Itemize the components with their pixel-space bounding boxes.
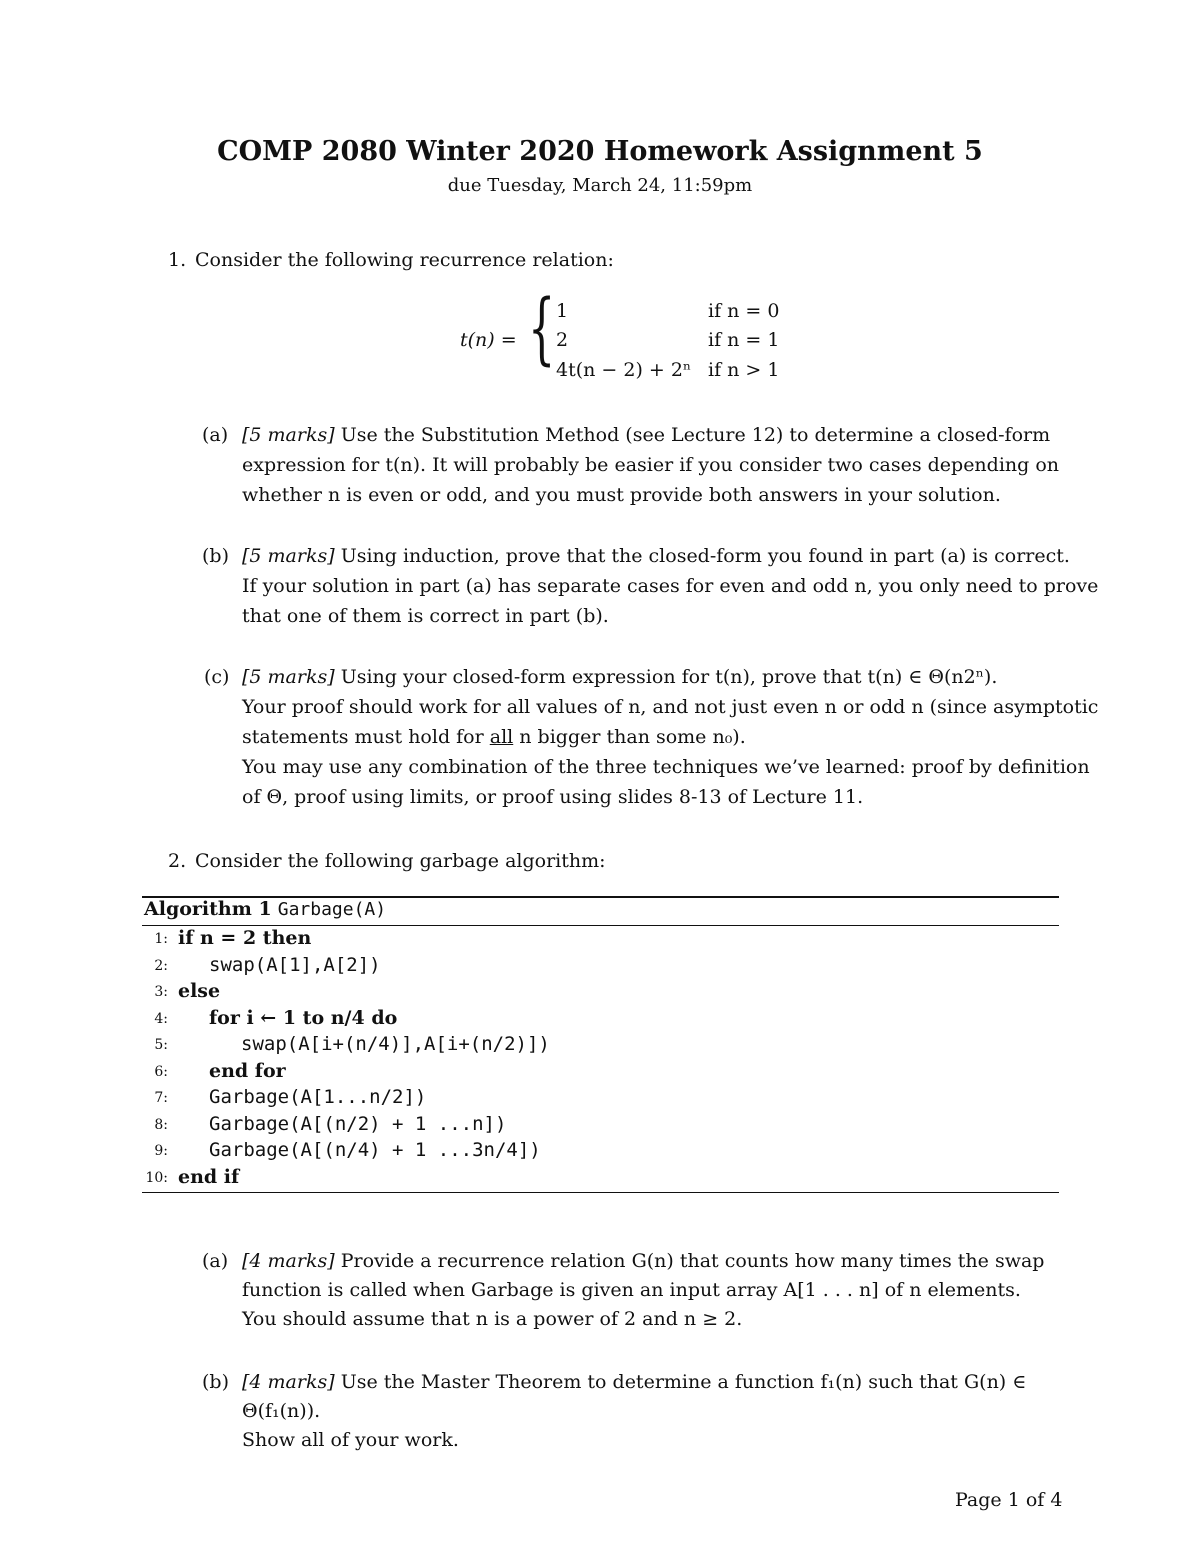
line-number: 6: <box>154 1064 168 1080</box>
marks-badge: [5 marks] <box>242 545 335 567</box>
page-title: COMP 2080 Winter 2020 Homework Assignment 5 <box>217 136 983 167</box>
marks-badge: [4 marks] <box>242 1250 335 1272</box>
q2-intro: Consider the following garbage algorithm: <box>195 850 606 872</box>
line-number: 7: <box>154 1090 168 1106</box>
case-expr: 1 <box>556 300 569 322</box>
q1b-line1 <box>242 541 1070 571</box>
code-line: Garbage(A[(n/2) + 1 ...n]) <box>209 1113 507 1135</box>
algorithm-name: Garbage(A) <box>277 899 387 920</box>
q2a-label: (a) <box>202 1250 229 1272</box>
q1a-label: (a) <box>202 424 229 446</box>
q2b-line3: Show all of your work. <box>242 1429 459 1451</box>
code-line: for i ← 1 to n/4 do <box>209 1007 398 1029</box>
q2b-line2: Θ(f₁(n)). <box>242 1400 321 1422</box>
q2b-label: (b) <box>202 1371 229 1393</box>
code-line: end for <box>209 1060 286 1082</box>
code-line: Garbage(A[1...n/2]) <box>209 1086 427 1108</box>
q1b-text: Using induction, prove that the closed-form you found in part (a) is correct. <box>340 545 1070 567</box>
line-number: 5: <box>154 1037 168 1053</box>
q1b-label: (b) <box>202 545 229 567</box>
code-line: swap(A[1],A[2]) <box>209 954 381 976</box>
q2a-line1 <box>242 1246 1044 1276</box>
algorithm-title <box>144 898 386 920</box>
line-number: 8: <box>154 1117 168 1133</box>
q1-intro: Consider the following recurrence relation: <box>195 249 614 271</box>
emphasis-all: all <box>489 726 514 748</box>
algorithm-label: Algorithm 1 <box>144 898 272 920</box>
q1c-line3 <box>242 722 746 752</box>
code-line: swap(A[i+(n/4)],A[i+(n/2)]) <box>241 1033 550 1055</box>
bottom-rule <box>142 1192 1059 1193</box>
q1-number: 1. <box>168 249 187 271</box>
q1c-text: statements must hold for <box>242 726 484 748</box>
q2-number: 2. <box>168 850 187 872</box>
marks-badge: [5 marks] <box>242 666 335 688</box>
line-number: 3: <box>154 984 168 1000</box>
case-expr: 2 <box>556 329 569 351</box>
line-number: 9: <box>154 1143 168 1159</box>
case-cond: if n = 1 <box>708 329 780 351</box>
q1a-line1 <box>242 420 1050 450</box>
case-cond: if n = 0 <box>708 300 780 322</box>
q2b-text: Use the Master Theorem to determine a function f₁(n) such that G(n) ∈ <box>340 1371 1027 1393</box>
code-line: if n = 2 then <box>178 927 312 949</box>
q1b-line2: If your solution in part (a) has separate cases for even and odd n, you only need to prove <box>242 575 1099 597</box>
q2a-line3: You should assume that n is a power of 2 and n ≥ 2. <box>242 1308 743 1330</box>
code-line: end if <box>178 1166 240 1188</box>
line-number: 1: <box>154 931 168 947</box>
left-brace-icon: { <box>528 284 556 374</box>
line-number: 4: <box>154 1011 168 1027</box>
q1c-label: (c) <box>204 666 230 688</box>
code-line: Garbage(A[(n/4) + 1 ...3n/4]) <box>209 1139 541 1161</box>
q1b-line3: that one of them is correct in part (b). <box>242 605 609 627</box>
q1c-text: Using your closed-form expression for t(n), prove that t(n) ∈ Θ(n2ⁿ). <box>340 666 998 688</box>
line-number: 10: <box>145 1170 168 1186</box>
marks-badge: [5 marks] <box>242 424 335 446</box>
code-line: else <box>178 980 221 1002</box>
q1c-line5: of Θ, proof using limits, or proof using slides 8-13 of Lecture 11. <box>242 786 864 808</box>
q1a-line3: whether n is even or odd, and you must provide both answers in your solution. <box>242 484 1001 506</box>
due-date: due Tuesday, March 24, 11:59pm <box>447 175 753 196</box>
recurrence-lhs: t(n) = <box>460 329 517 351</box>
marks-badge: [4 marks] <box>242 1371 335 1393</box>
case-expr: 4t(n − 2) + 2ⁿ <box>556 359 692 381</box>
q1a-line2: expression for t(n). It will probably be easier if you consider two cases depending on <box>242 454 1060 476</box>
q2a-text: Provide a recurrence relation G(n) that counts how many times the swap <box>340 1250 1045 1272</box>
q1c-line4: You may use any combination of the three techniques we’ve learned: proof by definition <box>242 756 1090 778</box>
q1a-text: Use the Substitution Method (see Lecture 12) to determine a closed-form <box>340 424 1051 446</box>
q1c-line2: Your proof should work for all values of n, and not just even n or odd n (since asymptotic <box>242 696 1099 718</box>
page-number: Page 1 of 4 <box>955 1489 1063 1511</box>
case-cond: if n > 1 <box>708 359 780 381</box>
q1c-line1 <box>242 662 997 692</box>
q1c-text: n bigger than some n₀). <box>519 726 746 748</box>
q2b-line1 <box>242 1367 1026 1397</box>
mid-rule <box>142 925 1059 926</box>
q2a-line2: function is called when Garbage is given an input array A[1 . . . n] of n elements. <box>242 1279 1021 1301</box>
line-number: 2: <box>154 958 168 974</box>
